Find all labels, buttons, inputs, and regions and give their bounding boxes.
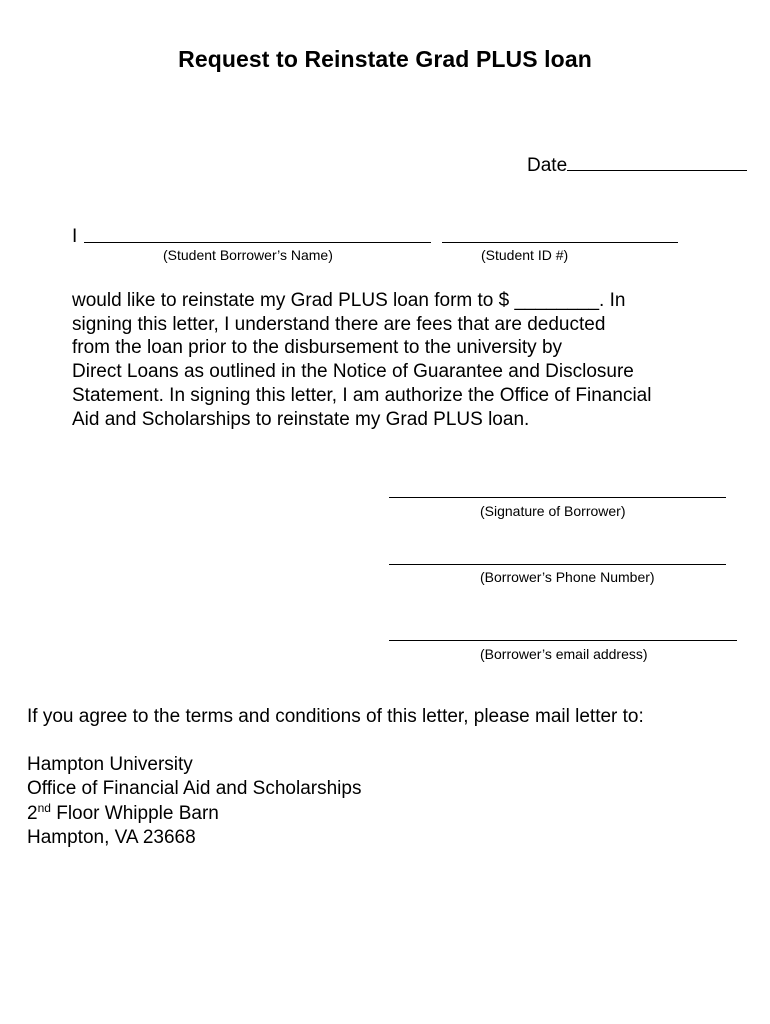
body-paragraph	[72, 289, 722, 431]
page-title: Request to Reinstate Grad PLUS loan	[178, 46, 592, 72]
address-line-3	[27, 802, 361, 826]
email-caption: (Borrower’s email address)	[480, 646, 648, 662]
paragraph-line: would like to reinstate my Grad PLUS loan form to $ ________. In	[72, 290, 626, 311]
address-line-2: Office of Financial Aid and Scholarships	[27, 778, 362, 800]
paragraph-line: Direct Loans as outlined in the Notice of Guarantee and Disclosure	[72, 361, 634, 383]
date-label: Date	[527, 155, 568, 176]
student-name-line[interactable]	[84, 242, 431, 243]
floor-ordinal-suffix: nd	[37, 800, 51, 815]
floor-rest: Floor Whipple Barn	[50, 802, 219, 824]
signature-line[interactable]	[389, 497, 726, 498]
student-name-caption: (Student Borrower’s Name)	[163, 247, 333, 263]
paragraph-line: Statement. In signing this letter, I am authorize the Office of Financial	[72, 384, 652, 406]
email-line[interactable]	[389, 640, 737, 641]
student-id-caption: (Student ID #)	[481, 247, 569, 263]
paragraph-line: Aid and Scholarships to reinstate my Grad PLUS loan.	[72, 408, 530, 430]
phone-line[interactable]	[389, 564, 726, 565]
floor-number: 2	[27, 802, 38, 824]
signature-caption: (Signature of Borrower)	[480, 503, 626, 519]
address-line-1: Hampton University	[27, 754, 193, 775]
closing-text: If you agree to the terms and conditions of this letter, please mail letter to:	[27, 706, 644, 727]
date-line[interactable]	[567, 151, 747, 171]
address-line-4: Hampton, VA 23668	[27, 826, 196, 848]
mailing-address	[27, 753, 361, 850]
name-prefix: I	[72, 226, 78, 247]
paragraph-line: signing this letter, I understand there are fees that are deducted	[72, 313, 606, 335]
phone-caption: (Borrower’s Phone Number)	[480, 569, 655, 585]
date-field[interactable]	[527, 151, 747, 177]
paragraph-line: from the loan prior to the disbursement to the university by	[72, 337, 563, 359]
student-id-line[interactable]	[442, 242, 678, 243]
